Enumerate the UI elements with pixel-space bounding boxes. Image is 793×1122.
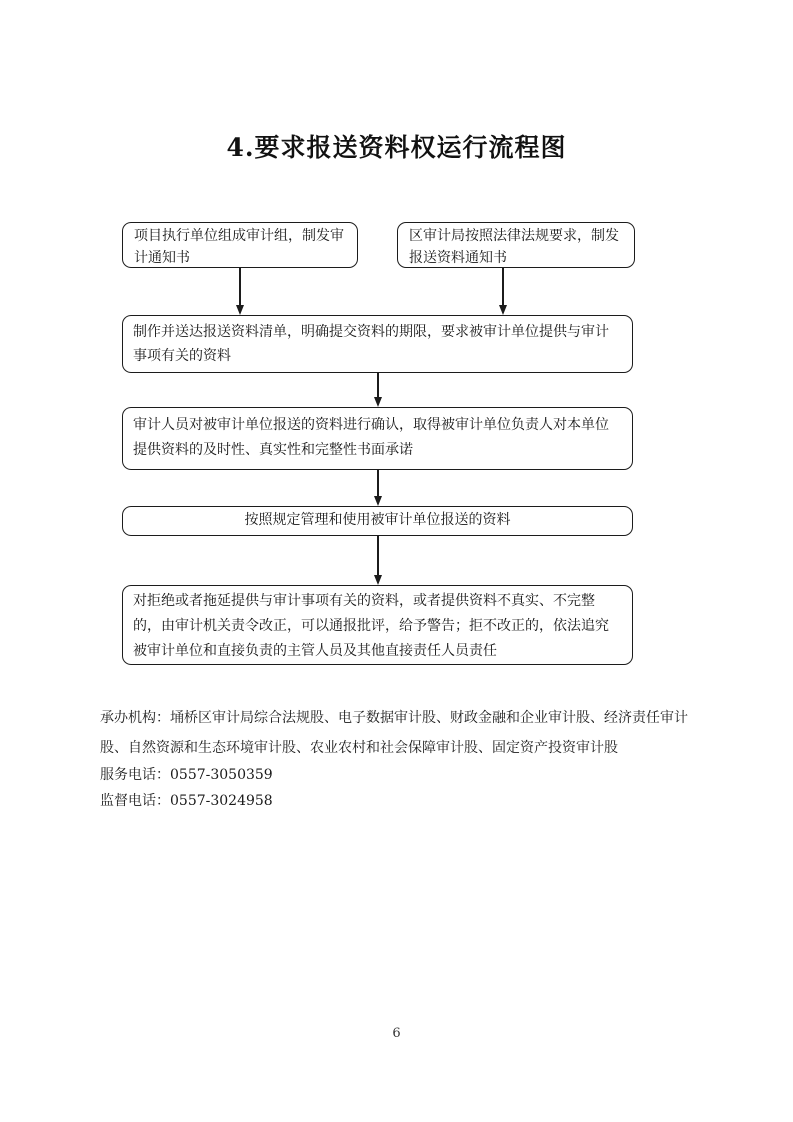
service-phone: 服务电话：0557-3050359: [100, 767, 273, 783]
flow-box-checklist: 制作并送达报送资料清单，明确提交资料的期限，要求被审计单位提供与审计事项有关的资料: [122, 315, 633, 373]
arrow-head-icon: [236, 305, 244, 315]
arrow-shaft: [377, 470, 379, 497]
flow-box-confirmation: 审计人员对被审计单位报送的资料进行确认，取得被审计单位负责人对本单位提供资料的及时性、真实性和完整性书面承诺: [122, 407, 633, 470]
arrow-shaft: [502, 268, 504, 306]
page-number: 6: [392, 1026, 401, 1041]
arrow-shaft: [239, 268, 241, 306]
supervision-phone: 监督电话：0557-3024958: [100, 793, 273, 809]
arrow-head-icon: [374, 496, 382, 506]
arrow-shaft: [377, 373, 379, 398]
arrow-shaft: [377, 536, 379, 576]
flow-box-management: 按照规定管理和使用被审计单位报送的资料: [122, 506, 633, 536]
flow-box-start-right: 区审计局按照法律法规要求，制发报送资料通知书: [397, 222, 635, 268]
arrow-head-icon: [499, 305, 507, 315]
flow-box-start-left: 项目执行单位组成审计组，制发审计通知书: [122, 222, 358, 268]
arrow-head-icon: [374, 575, 382, 585]
page-title: 4.要求报送资料权运行流程图: [226, 133, 567, 162]
agency-info: 承办机构：埇桥区审计局综合法规股、电子数据审计股、财政金融和企业审计股、经济责任审计股、自然资源和生态环境审计股、农业农村和社会保障审计股、固定资产投资审计股: [100, 710, 688, 756]
flow-box-penalty: 对拒绝或者拖延提供与审计事项有关的资料，或者提供资料不真实、不完整的，由审计机关责令改正，可以通报批评，给予警告；拒不改正的，依法追究被审计单位和直接负责的主管人员及其他直接责任人员责任: [122, 585, 633, 665]
arrow-head-icon: [374, 397, 382, 407]
